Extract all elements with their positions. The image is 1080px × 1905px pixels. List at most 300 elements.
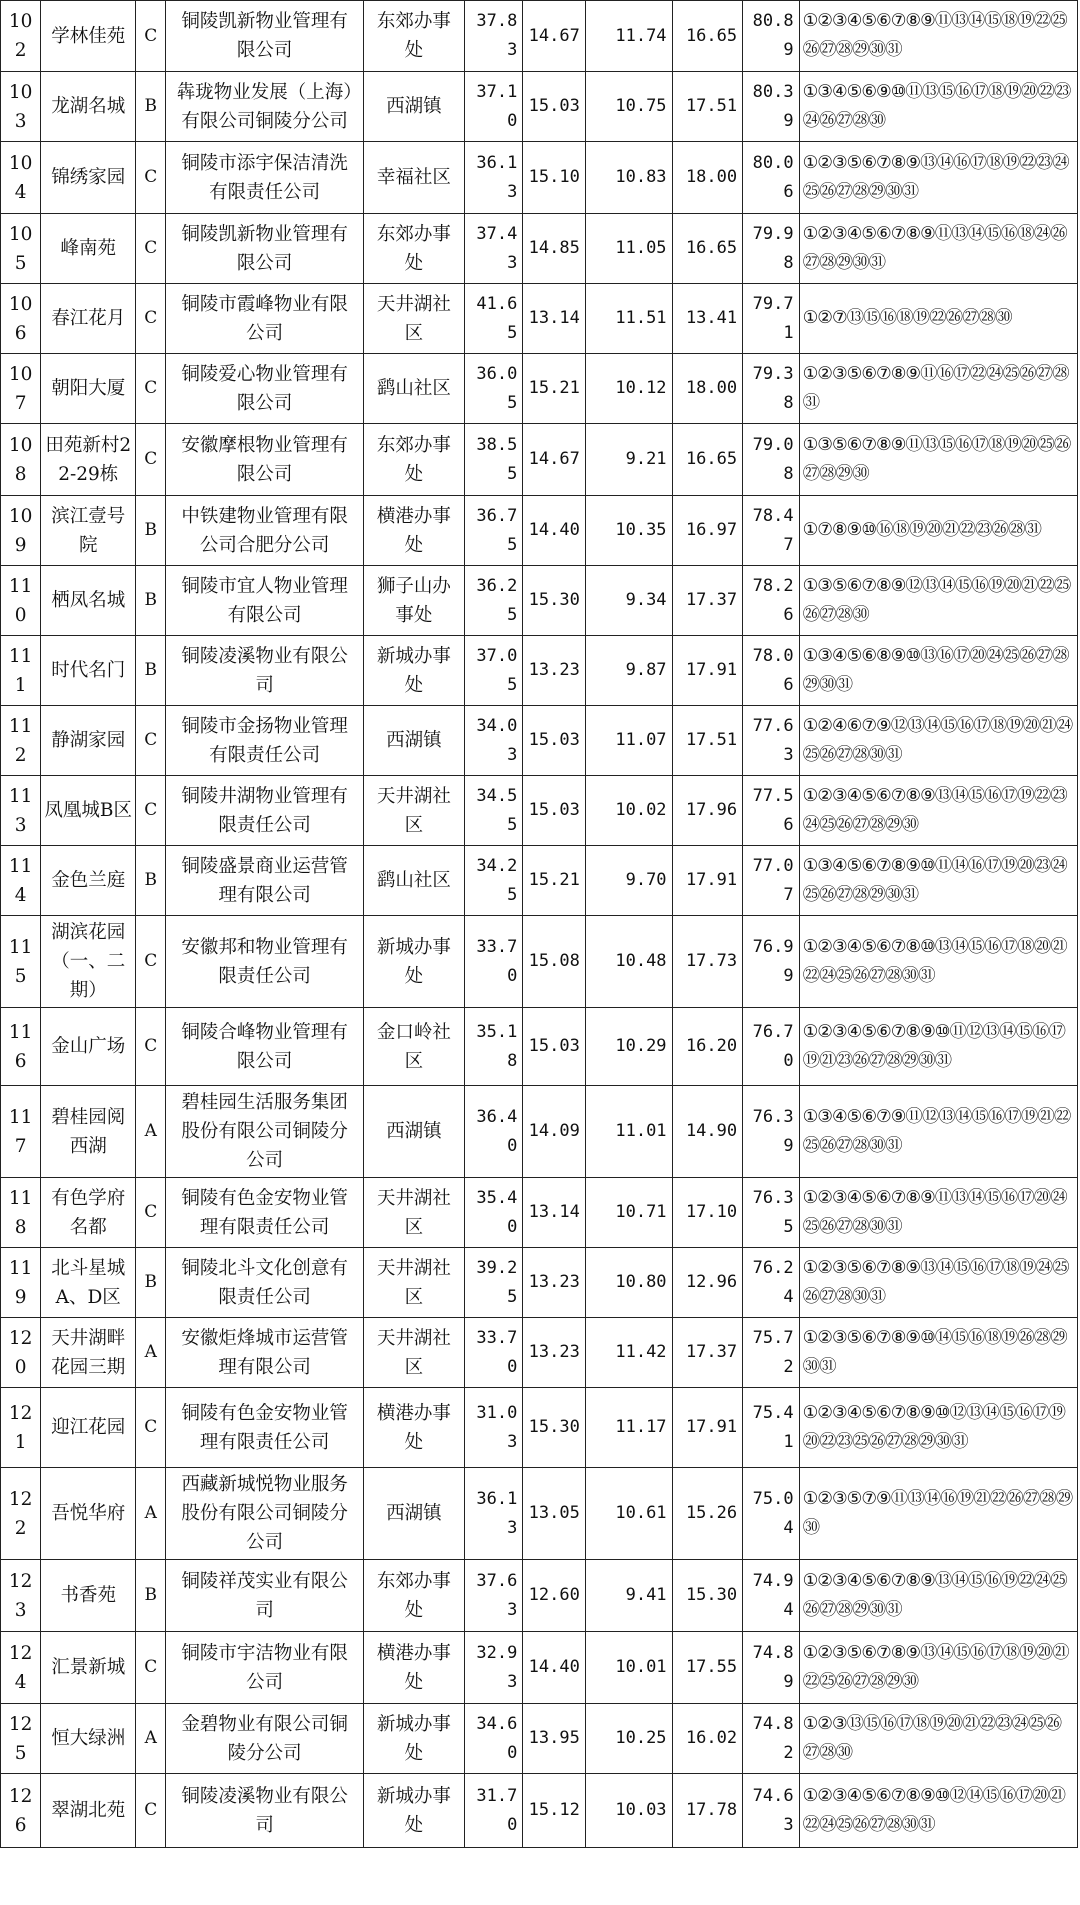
grade-cell: C: [136, 284, 166, 354]
score-1-cell: 38.55: [464, 424, 522, 496]
table-row: [1, 72, 1078, 142]
total-score-cell: 77.07: [743, 846, 799, 916]
table-row: [1, 566, 1078, 636]
grade-cell: B: [136, 636, 166, 706]
score-1-cell: 37.83: [464, 1, 522, 72]
score-2-cell: 13.05: [523, 1468, 586, 1560]
property-company-cell: 铜陵有色金安物业管理有限责任公司: [166, 1388, 364, 1468]
row-number-cell: 112: [1, 706, 41, 776]
community-name-cell: 有色学府名都: [41, 1178, 136, 1248]
table-row: [1, 354, 1078, 424]
community-name-cell: 学林佳苑: [41, 1, 136, 72]
property-company-cell: 西藏新城悦物业服务股份有限公司铜陵分公司: [166, 1468, 364, 1560]
score-3-cell: 10.75: [585, 72, 672, 142]
deduction-items-cell: ①③④⑤⑥⑦⑨⑪⑫⑬⑭⑮⑯⑰⑲㉑㉒㉕㉖㉗㉘㉚㉛: [799, 1086, 1077, 1178]
score-4-cell: 15.26: [672, 1468, 743, 1560]
score-2-cell: 15.03: [523, 72, 586, 142]
row-number-cell: 121: [1, 1388, 41, 1468]
row-number-cell: 117: [1, 1086, 41, 1178]
deduction-items-cell: ①③⑤⑥⑦⑧⑨⑪⑬⑮⑯⑰⑱⑲⑳㉕㉖㉗㉘㉙㉚: [799, 424, 1077, 496]
total-score-cell: 75.41: [743, 1388, 799, 1468]
row-number-cell: 119: [1, 1248, 41, 1318]
grade-cell: C: [136, 214, 166, 284]
score-2-cell: 13.23: [523, 1248, 586, 1318]
community-name-cell: 时代名门: [41, 636, 136, 706]
score-2-cell: 13.14: [523, 284, 586, 354]
score-4-cell: 17.91: [672, 1388, 743, 1468]
property-company-cell: 铜陵爱心物业管理有限公司: [166, 354, 364, 424]
score-3-cell: 10.29: [585, 1008, 672, 1086]
community-name-cell: 静湖家园: [41, 706, 136, 776]
score-4-cell: 16.65: [672, 424, 743, 496]
row-number-cell: 115: [1, 916, 41, 1008]
grade-cell: C: [136, 1178, 166, 1248]
score-2-cell: 15.21: [523, 354, 586, 424]
score-4-cell: 17.51: [672, 72, 743, 142]
property-company-cell: 安徽邦和物业管理有限责任公司: [166, 916, 364, 1008]
community-name-cell: 天井湖畔花园三期: [41, 1318, 136, 1388]
grade-cell: C: [136, 1008, 166, 1086]
grade-cell: B: [136, 566, 166, 636]
subdistrict-cell: 新城办事处: [364, 636, 465, 706]
row-number-cell: 106: [1, 284, 41, 354]
score-3-cell: 10.25: [585, 1704, 672, 1774]
property-company-cell: 中铁建物业管理有限公司合肥分公司: [166, 496, 364, 566]
deduction-items-cell: ①②③④⑤⑥⑦⑧⑨⑪⑬⑭⑮⑯⑰⑳㉔㉕㉖㉗㉘㉚㉛: [799, 1178, 1077, 1248]
score-4-cell: 16.02: [672, 1704, 743, 1774]
grade-cell: B: [136, 496, 166, 566]
community-name-cell: 碧桂园阅西湖: [41, 1086, 136, 1178]
property-company-cell: 铜陵凯新物业管理有限公司: [166, 1, 364, 72]
total-score-cell: 77.56: [743, 776, 799, 846]
score-1-cell: 34.25: [464, 846, 522, 916]
row-number-cell: 109: [1, 496, 41, 566]
subdistrict-cell: 西湖镇: [364, 1468, 465, 1560]
score-1-cell: 33.70: [464, 1318, 522, 1388]
grade-cell: B: [136, 846, 166, 916]
grade-cell: B: [136, 72, 166, 142]
score-3-cell: 10.83: [585, 142, 672, 214]
community-name-cell: 翠湖北苑: [41, 1774, 136, 1848]
grade-cell: C: [136, 706, 166, 776]
community-name-cell: 汇景新城: [41, 1632, 136, 1704]
score-4-cell: 13.41: [672, 284, 743, 354]
property-company-cell: 铜陵盛景商业运营管理有限公司: [166, 846, 364, 916]
deduction-items-cell: ①②③④⑤⑥⑦⑧⑨⑩⑫⑭⑮⑯⑰⑳㉑㉒㉔㉕㉖㉗㉘㉚㉛: [799, 1774, 1077, 1848]
community-name-cell: 龙湖名城: [41, 72, 136, 142]
subdistrict-cell: 金口岭社区: [364, 1008, 465, 1086]
subdistrict-cell: 横港办事处: [364, 1388, 465, 1468]
score-2-cell: 15.03: [523, 1008, 586, 1086]
subdistrict-cell: 新城办事处: [364, 916, 465, 1008]
deduction-items-cell: ①②③④⑤⑥⑦⑧⑨⑪⑬⑭⑮⑯⑱㉔㉖㉗㉘㉙㉚㉛: [799, 214, 1077, 284]
row-number-cell: 114: [1, 846, 41, 916]
score-2-cell: 13.95: [523, 1704, 586, 1774]
deduction-items-cell: ①③④⑤⑥⑨⑩⑪⑬⑮⑯⑰⑱⑲⑳㉒㉓㉔㉖㉗㉘㉚: [799, 72, 1077, 142]
score-2-cell: 15.12: [523, 1774, 586, 1848]
deduction-items-cell: ①②③④⑤⑥⑦⑧⑨⑬⑭⑮⑯⑲㉒㉔㉕㉖㉗㉘㉙㉚㉛: [799, 1560, 1077, 1632]
deduction-items-cell: ①②③④⑤⑥⑦⑧⑨⑩⑫⑬⑭⑮⑯⑰⑲⑳㉒㉓㉕㉖㉗㉘㉙㉚㉛: [799, 1388, 1077, 1468]
score-3-cell: 9.41: [585, 1560, 672, 1632]
grade-cell: B: [136, 1248, 166, 1318]
score-3-cell: 10.48: [585, 916, 672, 1008]
score-3-cell: 9.21: [585, 424, 672, 496]
score-4-cell: 16.97: [672, 496, 743, 566]
total-score-cell: 80.06: [743, 142, 799, 214]
community-name-cell: 峰南苑: [41, 214, 136, 284]
subdistrict-cell: 鹞山社区: [364, 846, 465, 916]
property-company-cell: 金碧物业有限公司铜陵分公司: [166, 1704, 364, 1774]
table-row: [1, 1632, 1078, 1704]
table-row: [1, 776, 1078, 846]
table-row: [1, 214, 1078, 284]
table-row: [1, 916, 1078, 1008]
table-row: [1, 1774, 1078, 1848]
community-name-cell: 吾悦华府: [41, 1468, 136, 1560]
community-name-cell: 滨江壹号院: [41, 496, 136, 566]
score-3-cell: 10.12: [585, 354, 672, 424]
subdistrict-cell: 横港办事处: [364, 1632, 465, 1704]
subdistrict-cell: 天井湖社区: [364, 776, 465, 846]
score-3-cell: 11.05: [585, 214, 672, 284]
deduction-items-cell: ①②④⑥⑦⑨⑫⑬⑭⑮⑯⑰⑱⑲⑳㉑㉔㉕㉖㉗㉘㉚㉛: [799, 706, 1077, 776]
table-row: [1, 1468, 1078, 1560]
score-3-cell: 11.17: [585, 1388, 672, 1468]
grade-cell: C: [136, 1632, 166, 1704]
deduction-items-cell: ①②③⑤⑥⑦⑧⑨⑩⑭⑮⑯⑱⑲㉖㉘㉙㉚㉛: [799, 1318, 1077, 1388]
score-3-cell: 9.87: [585, 636, 672, 706]
row-number-cell: 126: [1, 1774, 41, 1848]
property-company-cell: 铜陵市添宇保洁清洗有限责任公司: [166, 142, 364, 214]
score-1-cell: 39.25: [464, 1248, 522, 1318]
community-name-cell: 金山广场: [41, 1008, 136, 1086]
score-2-cell: 14.40: [523, 496, 586, 566]
row-number-cell: 120: [1, 1318, 41, 1388]
community-name-cell: 凤凰城B区: [41, 776, 136, 846]
score-4-cell: 17.91: [672, 636, 743, 706]
table-row: [1, 1, 1078, 72]
score-4-cell: 17.37: [672, 566, 743, 636]
table-row: [1, 496, 1078, 566]
total-score-cell: 74.94: [743, 1560, 799, 1632]
community-name-cell: 迎江花园: [41, 1388, 136, 1468]
total-score-cell: 79.71: [743, 284, 799, 354]
score-3-cell: 10.01: [585, 1632, 672, 1704]
score-3-cell: 9.34: [585, 566, 672, 636]
deduction-items-cell: ①②⑦⑬⑮⑯⑱⑲㉒㉖㉗㉘㉚: [799, 284, 1077, 354]
subdistrict-cell: 西湖镇: [364, 1086, 465, 1178]
property-company-cell: 铜陵北斗文化创意有限责任公司: [166, 1248, 364, 1318]
community-name-cell: 锦绣家园: [41, 142, 136, 214]
score-3-cell: 10.35: [585, 496, 672, 566]
score-2-cell: 15.30: [523, 566, 586, 636]
grade-cell: C: [136, 1774, 166, 1848]
score-1-cell: 36.75: [464, 496, 522, 566]
score-3-cell: 11.01: [585, 1086, 672, 1178]
score-1-cell: 37.63: [464, 1560, 522, 1632]
total-score-cell: 78.26: [743, 566, 799, 636]
grade-cell: B: [136, 1560, 166, 1632]
property-company-cell: 铜陵市金扬物业管理有限责任公司: [166, 706, 364, 776]
total-score-cell: 79.98: [743, 214, 799, 284]
score-1-cell: 31.70: [464, 1774, 522, 1848]
property-company-cell: 安徽摩根物业管理有限公司: [166, 424, 364, 496]
subdistrict-cell: 天井湖社区: [364, 1318, 465, 1388]
subdistrict-cell: 新城办事处: [364, 1704, 465, 1774]
score-4-cell: 16.65: [672, 1, 743, 72]
score-1-cell: 37.05: [464, 636, 522, 706]
row-number-cell: 105: [1, 214, 41, 284]
score-2-cell: 14.67: [523, 1, 586, 72]
subdistrict-cell: 西湖镇: [364, 72, 465, 142]
community-name-cell: 湖滨花园（一、二期）: [41, 916, 136, 1008]
community-name-cell: 恒大绿洲: [41, 1704, 136, 1774]
row-number-cell: 118: [1, 1178, 41, 1248]
grade-cell: C: [136, 776, 166, 846]
deduction-items-cell: ①②③⑤⑥⑦⑧⑨⑬⑭⑮⑯⑰⑱⑲⑳㉑㉒㉕㉖㉗㉘㉙㉚: [799, 1632, 1077, 1704]
subdistrict-cell: 新城办事处: [364, 1774, 465, 1848]
score-4-cell: 12.96: [672, 1248, 743, 1318]
subdistrict-cell: 横港办事处: [364, 496, 465, 566]
deduction-items-cell: ①②③④⑤⑥⑦⑧⑩⑬⑭⑮⑯⑰⑱⑳㉑㉒㉔㉕㉖㉗㉘㉚㉛: [799, 916, 1077, 1008]
grade-cell: C: [136, 142, 166, 214]
total-score-cell: 76.24: [743, 1248, 799, 1318]
score-2-cell: 14.67: [523, 424, 586, 496]
deduction-items-cell: ①③④⑤⑥⑧⑨⑩⑬⑯⑰⑳㉔㉕㉖㉗㉘㉙㉚㉛: [799, 636, 1077, 706]
score-4-cell: 17.96: [672, 776, 743, 846]
total-score-cell: 76.99: [743, 916, 799, 1008]
score-1-cell: 32.93: [464, 1632, 522, 1704]
total-score-cell: 76.70: [743, 1008, 799, 1086]
score-1-cell: 41.65: [464, 284, 522, 354]
deduction-items-cell: ①⑦⑧⑨⑩⑯⑱⑲⑳㉑㉒㉓㉖㉘㉛: [799, 496, 1077, 566]
score-4-cell: 17.37: [672, 1318, 743, 1388]
score-1-cell: 35.18: [464, 1008, 522, 1086]
table-row: [1, 1388, 1078, 1468]
score-1-cell: 35.40: [464, 1178, 522, 1248]
deduction-items-cell: ①②③⑤⑥⑦⑧⑨⑪⑯⑰㉒㉔㉕㉖㉗㉘㉛: [799, 354, 1077, 424]
subdistrict-cell: 东郊办事处: [364, 424, 465, 496]
score-2-cell: 15.08: [523, 916, 586, 1008]
score-2-cell: 13.14: [523, 1178, 586, 1248]
property-company-cell: 铜陵合峰物业管理有限公司: [166, 1008, 364, 1086]
score-4-cell: 15.30: [672, 1560, 743, 1632]
total-score-cell: 80.39: [743, 72, 799, 142]
score-4-cell: 18.00: [672, 142, 743, 214]
score-2-cell: 14.85: [523, 214, 586, 284]
community-name-cell: 金色兰庭: [41, 846, 136, 916]
row-number-cell: 113: [1, 776, 41, 846]
deduction-items-cell: ①②③④⑤⑥⑦⑧⑨⑪⑬⑭⑮⑱⑲㉒㉕㉖㉗㉘㉙㉚㉛: [799, 1, 1077, 72]
score-4-cell: 18.00: [672, 354, 743, 424]
community-name-cell: 朝阳大厦: [41, 354, 136, 424]
row-number-cell: 110: [1, 566, 41, 636]
community-name-cell: 栖凤名城: [41, 566, 136, 636]
table-row: [1, 1248, 1078, 1318]
subdistrict-cell: 天井湖社区: [364, 1248, 465, 1318]
score-3-cell: 11.74: [585, 1, 672, 72]
score-2-cell: 15.21: [523, 846, 586, 916]
table-body: [1, 1, 1078, 1848]
score-4-cell: 17.78: [672, 1774, 743, 1848]
property-company-cell: 安徽炬烽城市运营管理有限公司: [166, 1318, 364, 1388]
grade-cell: A: [136, 1468, 166, 1560]
grade-cell: C: [136, 1, 166, 72]
grade-cell: C: [136, 916, 166, 1008]
total-score-cell: 76.39: [743, 1086, 799, 1178]
total-score-cell: 78.47: [743, 496, 799, 566]
total-score-cell: 77.63: [743, 706, 799, 776]
table-row: [1, 1086, 1078, 1178]
property-company-cell: 铜陵市宇洁物业有限公司: [166, 1632, 364, 1704]
score-4-cell: 16.20: [672, 1008, 743, 1086]
score-1-cell: 36.05: [464, 354, 522, 424]
total-score-cell: 78.06: [743, 636, 799, 706]
row-number-cell: 122: [1, 1468, 41, 1560]
deduction-items-cell: ①②③⑬⑮⑯⑰⑱⑲⑳㉑㉒㉓㉔㉕㉖㉗㉘㉚: [799, 1704, 1077, 1774]
property-company-cell: 铜陵祥茂实业有限公司: [166, 1560, 364, 1632]
row-number-cell: 124: [1, 1632, 41, 1704]
score-2-cell: 13.23: [523, 636, 586, 706]
total-score-cell: 80.89: [743, 1, 799, 72]
score-1-cell: 34.55: [464, 776, 522, 846]
property-company-cell: 铜陵凌溪物业有限公司: [166, 1774, 364, 1848]
total-score-cell: 76.35: [743, 1178, 799, 1248]
total-score-cell: 75.72: [743, 1318, 799, 1388]
score-1-cell: 34.03: [464, 706, 522, 776]
score-4-cell: 17.10: [672, 1178, 743, 1248]
table-row: [1, 636, 1078, 706]
row-number-cell: 104: [1, 142, 41, 214]
score-1-cell: 36.13: [464, 1468, 522, 1560]
subdistrict-cell: 幸福社区: [364, 142, 465, 214]
score-3-cell: 10.03: [585, 1774, 672, 1848]
table-row: [1, 1008, 1078, 1086]
row-number-cell: 103: [1, 72, 41, 142]
score-3-cell: 10.02: [585, 776, 672, 846]
row-number-cell: 107: [1, 354, 41, 424]
subdistrict-cell: 鹞山社区: [364, 354, 465, 424]
score-3-cell: 11.07: [585, 706, 672, 776]
deduction-items-cell: ①③⑤⑥⑦⑧⑨⑫⑬⑭⑮⑯⑲⑳㉑㉒㉕㉖㉗㉘㉚: [799, 566, 1077, 636]
score-1-cell: 36.25: [464, 566, 522, 636]
score-3-cell: 10.61: [585, 1468, 672, 1560]
score-3-cell: 10.71: [585, 1178, 672, 1248]
property-company-cell: 犇珑物业发展（上海）有限公司铜陵分公司: [166, 72, 364, 142]
grade-cell: C: [136, 354, 166, 424]
score-3-cell: 11.42: [585, 1318, 672, 1388]
grade-cell: A: [136, 1086, 166, 1178]
subdistrict-cell: 狮子山办事处: [364, 566, 465, 636]
subdistrict-cell: 天井湖社区: [364, 1178, 465, 1248]
row-number-cell: 111: [1, 636, 41, 706]
score-4-cell: 16.65: [672, 214, 743, 284]
score-3-cell: 9.70: [585, 846, 672, 916]
property-company-cell: 铜陵市宜人物业管理有限公司: [166, 566, 364, 636]
grade-cell: C: [136, 1388, 166, 1468]
property-company-cell: 铜陵凯新物业管理有限公司: [166, 214, 364, 284]
table-row: [1, 1318, 1078, 1388]
subdistrict-cell: 西湖镇: [364, 706, 465, 776]
score-2-cell: 14.40: [523, 1632, 586, 1704]
score-3-cell: 11.51: [585, 284, 672, 354]
score-2-cell: 15.10: [523, 142, 586, 214]
score-1-cell: 33.70: [464, 916, 522, 1008]
table-row: [1, 1178, 1078, 1248]
total-score-cell: 79.08: [743, 424, 799, 496]
subdistrict-cell: 天井湖社区: [364, 284, 465, 354]
deduction-items-cell: ①②③⑤⑥⑦⑧⑨⑬⑭⑯⑰⑱⑲㉒㉓㉔㉕㉖㉗㉘㉙㉚㉛: [799, 142, 1077, 214]
table-row: [1, 706, 1078, 776]
deduction-items-cell: ①②③④⑤⑥⑦⑧⑨⑩⑪⑫⑬⑭⑮⑯⑰⑲㉑㉓㉖㉗㉘㉙㉚㉛: [799, 1008, 1077, 1086]
grade-cell: C: [136, 424, 166, 496]
table-row: [1, 142, 1078, 214]
score-2-cell: 13.23: [523, 1318, 586, 1388]
total-score-cell: 75.04: [743, 1468, 799, 1560]
score-3-cell: 10.80: [585, 1248, 672, 1318]
grade-cell: A: [136, 1704, 166, 1774]
community-name-cell: 书香苑: [41, 1560, 136, 1632]
row-number-cell: 125: [1, 1704, 41, 1774]
total-score-cell: 74.82: [743, 1704, 799, 1774]
row-number-cell: 102: [1, 1, 41, 72]
community-name-cell: 春江花月: [41, 284, 136, 354]
deduction-items-cell: ①③④⑤⑥⑦⑧⑨⑩⑪⑭⑯⑰⑲⑳㉓㉔㉕㉖㉗㉘㉙㉚㉛: [799, 846, 1077, 916]
score-4-cell: 17.73: [672, 916, 743, 1008]
deduction-items-cell: ①②③⑤⑦⑨⑪⑬⑭⑯⑲㉑㉒㉖㉗㉘㉙㉚: [799, 1468, 1077, 1560]
score-2-cell: 14.09: [523, 1086, 586, 1178]
deduction-items-cell: ①②③④⑤⑥⑦⑧⑨⑬⑭⑮⑯⑰⑲㉒㉓㉔㉕㉖㉗㉘㉙㉚: [799, 776, 1077, 846]
grade-cell: A: [136, 1318, 166, 1388]
score-2-cell: 15.30: [523, 1388, 586, 1468]
row-number-cell: 108: [1, 424, 41, 496]
score-1-cell: 34.60: [464, 1704, 522, 1774]
score-2-cell: 15.03: [523, 706, 586, 776]
total-score-cell: 74.63: [743, 1774, 799, 1848]
table-row: [1, 284, 1078, 354]
subdistrict-cell: 东郊办事处: [364, 1, 465, 72]
subdistrict-cell: 东郊办事处: [364, 214, 465, 284]
property-company-cell: 铜陵有色金安物业管理有限责任公司: [166, 1178, 364, 1248]
property-company-cell: 铜陵凌溪物业有限公司: [166, 636, 364, 706]
table-row: [1, 1560, 1078, 1632]
score-1-cell: 37.43: [464, 214, 522, 284]
property-company-cell: 铜陵井湖物业管理有限责任公司: [166, 776, 364, 846]
total-score-cell: 79.38: [743, 354, 799, 424]
property-company-cell: 铜陵市霞峰物业有限公司: [166, 284, 364, 354]
score-1-cell: 36.13: [464, 142, 522, 214]
table-row: [1, 424, 1078, 496]
community-name-cell: 田苑新村22-29栋: [41, 424, 136, 496]
score-4-cell: 14.90: [672, 1086, 743, 1178]
subdistrict-cell: 东郊办事处: [364, 1560, 465, 1632]
table-row: [1, 846, 1078, 916]
score-4-cell: 17.55: [672, 1632, 743, 1704]
table-row: [1, 1704, 1078, 1774]
score-1-cell: 31.03: [464, 1388, 522, 1468]
score-1-cell: 36.40: [464, 1086, 522, 1178]
score-2-cell: 12.60: [523, 1560, 586, 1632]
score-4-cell: 17.91: [672, 846, 743, 916]
total-score-cell: 74.89: [743, 1632, 799, 1704]
score-4-cell: 17.51: [672, 706, 743, 776]
row-number-cell: 116: [1, 1008, 41, 1086]
deduction-items-cell: ①②③⑤⑥⑦⑧⑨⑬⑭⑮⑯⑰⑱⑲㉔㉕㉖㉗㉘㉚㉛: [799, 1248, 1077, 1318]
score-2-cell: 15.03: [523, 776, 586, 846]
row-number-cell: 123: [1, 1560, 41, 1632]
score-1-cell: 37.10: [464, 72, 522, 142]
community-name-cell: 北斗星城A、D区: [41, 1248, 136, 1318]
